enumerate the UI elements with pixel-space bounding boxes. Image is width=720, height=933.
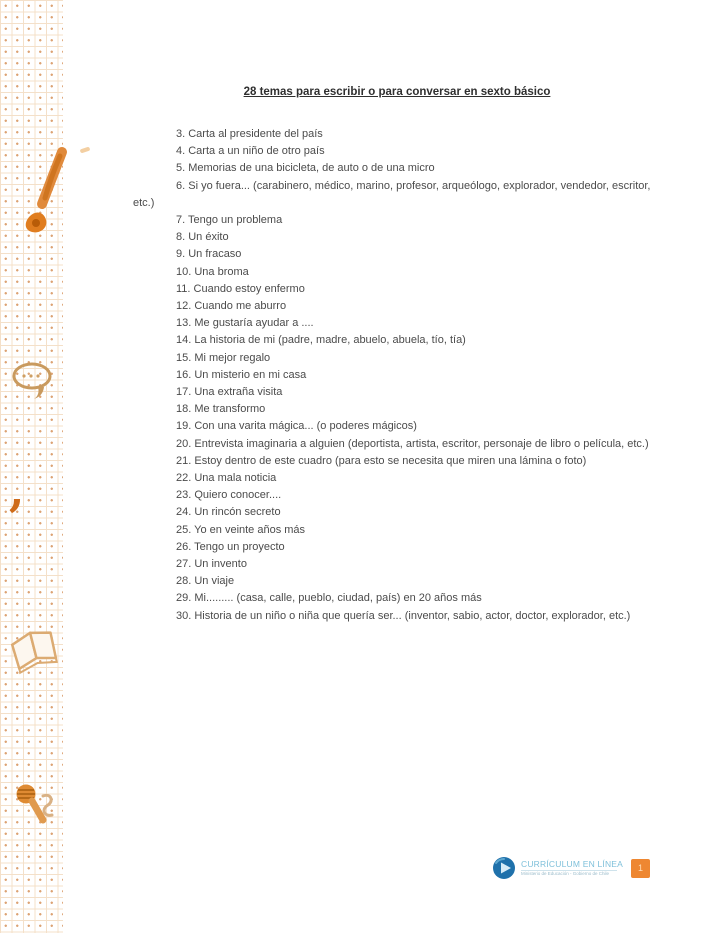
topic-text: Quiero conocer.... (194, 489, 282, 502)
topic-number: 13. (176, 317, 195, 330)
list-item (133, 315, 661, 332)
page-number-badge (631, 859, 650, 878)
topic-number: 20. (176, 437, 195, 450)
topic-number: 5. (176, 162, 189, 175)
list-item (133, 418, 661, 435)
list-item (133, 281, 661, 298)
topic-text: Mi mejor regalo (194, 351, 271, 364)
list-item (133, 470, 661, 487)
page-number: 1 (637, 863, 643, 873)
exclamation-pencil-icon (18, 146, 93, 241)
topic-number: 29. (176, 592, 195, 605)
list-item (133, 453, 661, 470)
topic-text: Un misterio en mi casa (194, 368, 307, 381)
topic-number: 8. (176, 231, 189, 244)
topic-number: 10. (176, 265, 195, 278)
topic-text: Un fracaso (188, 248, 242, 261)
logo-title: CURRÍCULUM EN LÍNEA (521, 858, 624, 869)
page-title: 28 temas para escribir o para conversar en sexto básico (243, 86, 551, 98)
list-item (133, 367, 661, 384)
topic-text: Yo en veinte años más (194, 523, 306, 536)
list-item (133, 522, 661, 539)
list-item (133, 298, 661, 315)
topic-text: Me gustaría ayudar a .... (194, 317, 314, 330)
topic-number: 14. (176, 334, 195, 347)
topic-text: Carta a un niño de otro país (188, 145, 325, 158)
page-footer (492, 854, 650, 882)
topic-text: Entrevista imaginaria a alguien (deportista, artista, escritor, personaje de libro o película, etc.) (194, 437, 649, 450)
list-item (133, 264, 661, 281)
topic-text: Estoy dentro de este cuadro (para esto se necesita que miren una lámina o foto) (194, 454, 587, 467)
topic-number: 28. (176, 575, 195, 588)
comma-icon (8, 466, 34, 538)
topic-number: 30. (176, 609, 195, 622)
list-item (133, 573, 661, 590)
decorative-grid-margin (0, 0, 63, 933)
list-item (133, 487, 661, 504)
topic-number: 27. (176, 558, 195, 571)
topic-number: 19. (176, 420, 195, 433)
topic-text: Una broma (194, 265, 249, 278)
document-body (133, 86, 661, 625)
list-item (133, 143, 661, 160)
topic-number: 6. (176, 179, 189, 192)
list-item (133, 401, 661, 418)
list-item (133, 504, 661, 521)
topic-text: Historia de un niño o niña que quería ser... (inventor, sabio, actor, doctor, explorador, etc.) (194, 609, 631, 622)
topic-number: 15. (176, 351, 195, 364)
list-item (133, 556, 661, 573)
list-item (133, 246, 661, 263)
topic-text: La historia de mi (padre, madre, abuelo, abuela, tío, tía) (194, 334, 466, 347)
topic-number: 4. (176, 145, 189, 158)
topic-number: 17. (176, 386, 195, 399)
list-item (133, 212, 661, 229)
topic-text: Una extraña visita (194, 386, 283, 399)
topic-text: Tengo un proyecto (194, 540, 285, 553)
topic-number: 7. (176, 214, 189, 227)
topic-number: 21. (176, 454, 195, 467)
list-item (133, 384, 661, 401)
topic-text: Un éxito (188, 231, 229, 244)
topic-text: Un viaje (194, 575, 235, 588)
topic-text: Una mala noticia (194, 472, 277, 485)
list-item (133, 436, 661, 453)
topic-number: 18. (176, 403, 195, 416)
topic-number: 11. (176, 282, 194, 295)
topic-number: 22. (176, 472, 195, 485)
topic-text: Un rincón secreto (194, 506, 281, 519)
list-item (133, 160, 661, 177)
topic-text: Me transformo (194, 403, 266, 416)
svg-text:,: , (9, 466, 25, 517)
topic-text: Con una varita mágica... (o poderes mágicos) (194, 420, 417, 433)
topic-text: Si yo fuera... (carabinero, médico, marino, profesor, arqueólogo, explorador, vendedor, escritor, etc.) (133, 179, 651, 209)
topic-text: Tengo un problema (188, 214, 283, 227)
list-item (133, 590, 661, 607)
topic-text: Cuando me aburro (194, 300, 287, 313)
topic-number: 26. (176, 540, 195, 553)
speech-bubble-icon (10, 358, 58, 404)
topic-number: 25. (176, 523, 195, 536)
list-item (133, 608, 661, 625)
list-item (133, 539, 661, 556)
topic-text: Cuando estoy enfermo (193, 282, 305, 295)
topic-number: 24. (176, 506, 195, 519)
topic-number: 12. (176, 300, 195, 313)
topic-number: 9. (176, 248, 189, 261)
topic-text: Mi......... (casa, calle, pueblo, ciudad, país) en 20 años más (194, 592, 482, 605)
list-item (133, 178, 661, 212)
list-item (133, 126, 661, 143)
topic-text: Carta al presidente del país (188, 128, 323, 140)
open-book-icon (8, 624, 64, 678)
list-item (133, 229, 661, 246)
play-logo-icon (492, 856, 516, 880)
topics-list (133, 126, 661, 625)
topic-number: 16. (176, 368, 195, 381)
microphone-icon (12, 782, 62, 834)
topic-text: Memorias de una bicicleta, de auto o de una micro (188, 162, 435, 175)
topic-number: 3. (176, 128, 189, 140)
logo-subtitle: Ministerio de Educación - Gobierno de Chile (521, 870, 617, 877)
list-item (133, 332, 661, 349)
topic-text: Un invento (194, 558, 247, 571)
topic-number: 23. (176, 489, 195, 502)
logo-text-block (521, 858, 624, 877)
list-item (133, 350, 661, 367)
